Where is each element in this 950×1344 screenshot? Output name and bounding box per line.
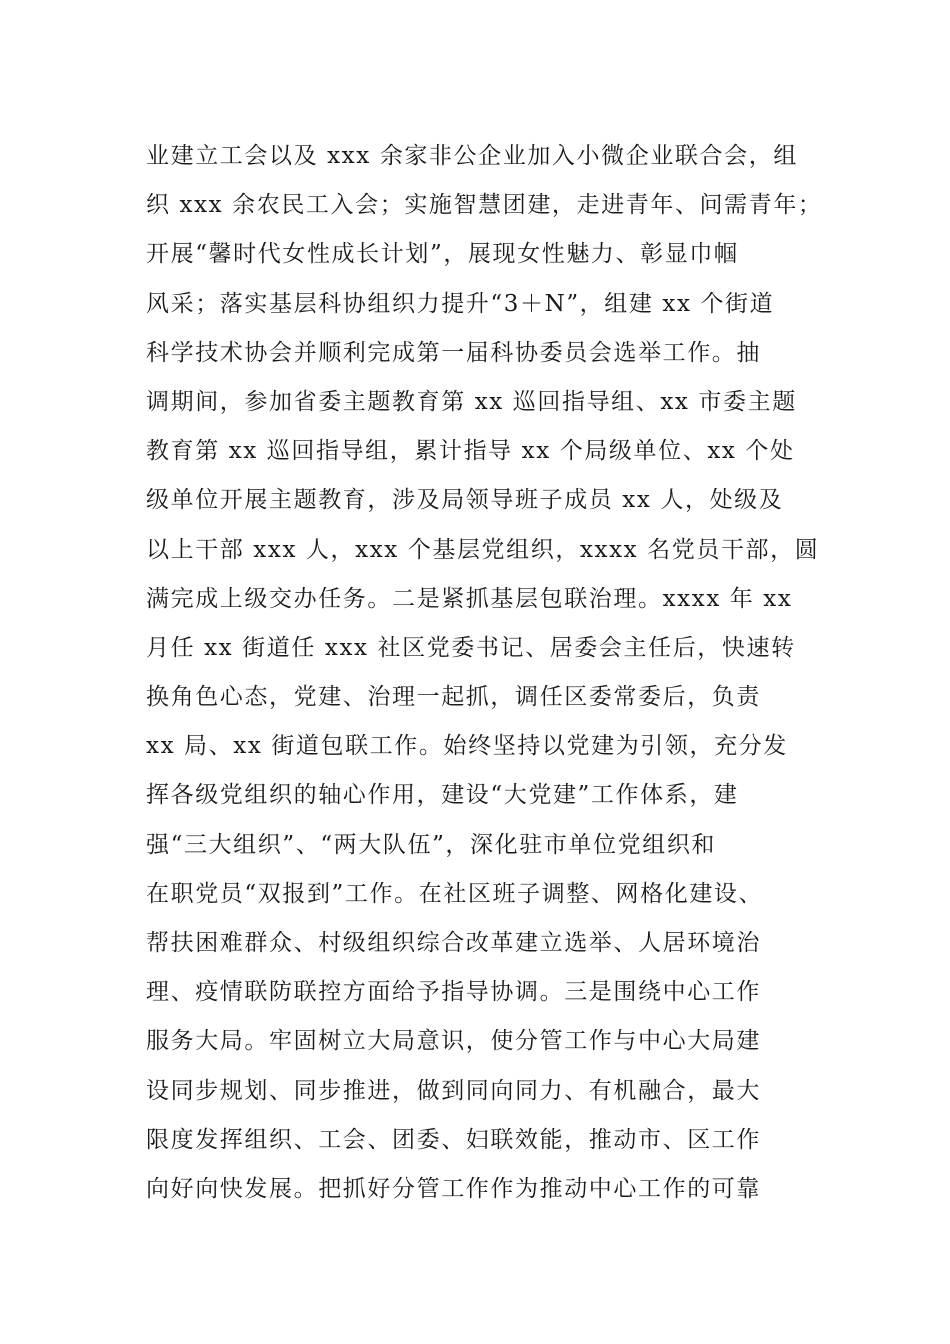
text-line: 风采；落实基层科协组织力提升“3＋N”，组建 xx 个街道 <box>146 290 775 317</box>
text-line: 强“三大组织”、“两大队伍”，深化驻市单位党组织和 <box>146 831 717 858</box>
text-line: 以上干部 xxx 人，xxx 个基层党组织，xxxx 名党员干部，圆 <box>146 536 820 563</box>
text-line: 挥各级党组织的轴心作用，建设“大党建”工作体系，建 <box>146 782 739 809</box>
text-line: xx 局、xx 街道包联工作。始终坚持以党建为引领，充分发 <box>146 733 788 760</box>
body-paragraph <box>146 132 836 1214</box>
text-line: 满完成上级交办任务。二是紧抓基层包联治理。xxxx 年 xx <box>146 585 793 612</box>
text-line: 月任 xx 街道任 xxx 社区党委书记、居委会主任后，快速转 <box>146 634 796 661</box>
text-line: 帮扶困难群众、村级组织综合改革建立选举、人居环境治 <box>146 930 761 956</box>
text-line: 开展“馨时代女性成长计划”，展现女性魅力、彰显巾帼 <box>146 241 739 268</box>
text-line: 级单位开展主题教育，涉及局领导班子成员 xx 人，处级及 <box>146 487 784 514</box>
text-line: 设同步规划、同步推进，做到同向同力、有机融合，最大 <box>146 1077 761 1104</box>
text-line: 理、疫情联防联控方面给予指导协调。三是围绕中心工作 <box>146 979 761 1006</box>
text-line: 织 xxx 余农民工入会；实施智慧团建，走进青年、问需青年； <box>146 192 823 219</box>
text-line: 在职党员“双报到”工作。在社区班子调整、网格化建设、 <box>146 880 764 907</box>
text-line: 服务大局。牢固树立大局意识，使分管工作与中心大局建 <box>146 1028 761 1055</box>
text-line: 向好向快发展。把抓好分管工作作为推动中心工作的可靠 <box>146 1175 761 1202</box>
text-line: 换角色心态，党建、治理一起抓，调任区委常委后，负责 <box>146 684 761 711</box>
text-line: 调期间，参加省委主题教育第 xx 巡回指导组、xx 市委主题 <box>146 388 797 415</box>
text-line: 限度发挥组织、工会、团委、妇联效能，推动市、区工作 <box>146 1126 761 1153</box>
text-line: 业建立工会以及 xxx 余家非公企业加入小微企业联合会，组 <box>146 143 798 169</box>
text-line: 教育第 xx 巡回指导组，累计指导 xx 个局级单位、xx 个处 <box>146 438 795 465</box>
text-line: 科学技术协会并顺利完成第一届科协委员会选举工作。抽 <box>146 339 761 366</box>
